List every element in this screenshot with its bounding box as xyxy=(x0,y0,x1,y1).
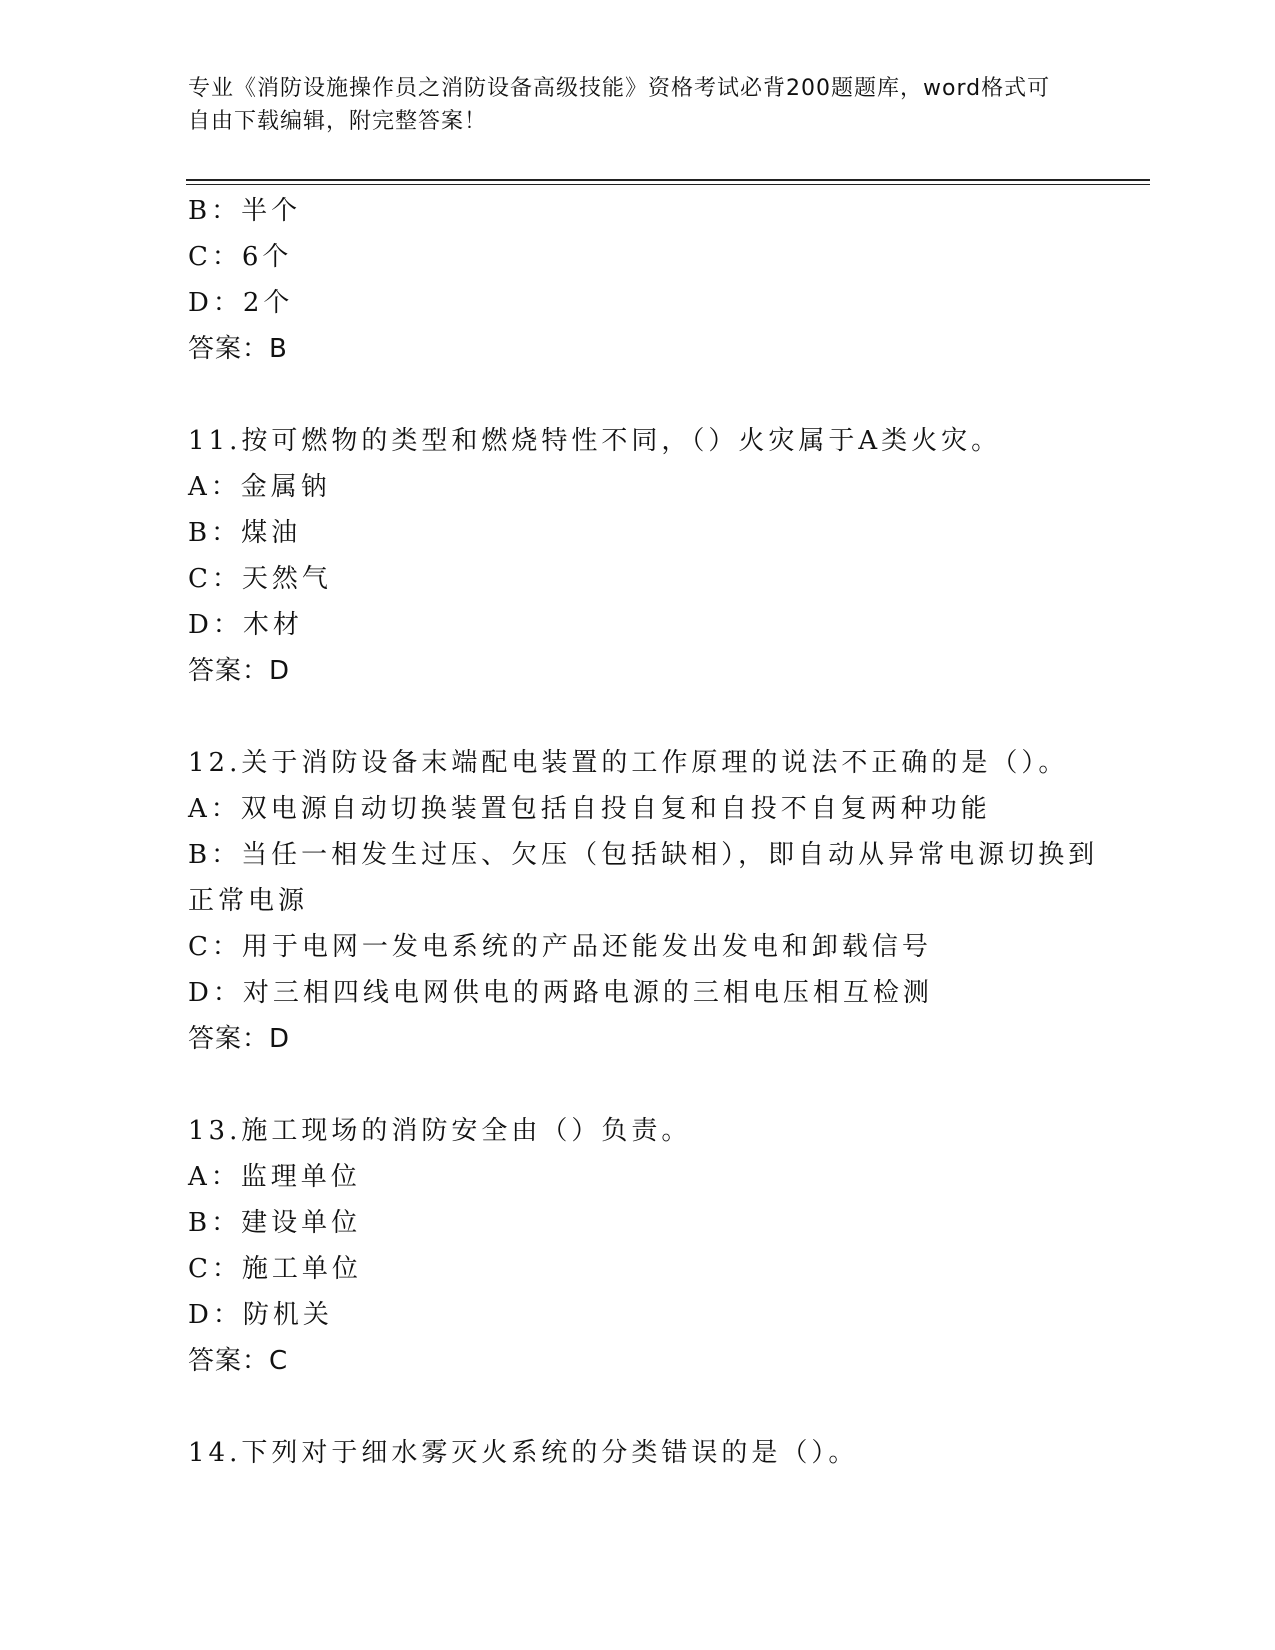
question-text: 13.施工现场的消防安全由（）负责。 xyxy=(188,1116,692,1146)
option: C：施工单位 xyxy=(188,1254,362,1284)
option: D：2个 xyxy=(188,288,294,318)
answer: 答案：B xyxy=(188,334,288,364)
document-header xyxy=(188,72,1068,138)
option: A：双电源自动切换装置包括自投自复和自投不自复两种功能 xyxy=(188,794,991,824)
question-text: 12.关于消防设备末端配电装置的工作原理的说法不正确的是（）。 xyxy=(188,748,1069,778)
option: B：当任一相发生过压、欠压（包括缺相），即自动从异常电源切换到 xyxy=(188,840,1099,870)
option: D：木材 xyxy=(188,610,303,640)
option: A：金属钠 xyxy=(188,472,331,502)
option: B：半个 xyxy=(188,196,302,226)
option: B：煤油 xyxy=(188,518,302,548)
option: A：监理单位 xyxy=(188,1162,361,1192)
option: C：天然气 xyxy=(188,564,332,594)
answer: 答案：D xyxy=(188,1024,291,1054)
header-rule-thick xyxy=(186,179,1150,181)
option: D：对三相四线电网供电的两路电源的三相电压相互检测 xyxy=(188,978,933,1008)
option: C：6个 xyxy=(188,242,293,272)
option: D：防机关 xyxy=(188,1300,333,1330)
question-text: 14.下列对于细水雾灭火系统的分类错误的是（）。 xyxy=(188,1438,859,1468)
question-list xyxy=(188,188,1099,1476)
header-rule-thin xyxy=(186,184,1150,185)
header-title: 专业《消防设施操作员之消防设备高级技能》资格考试必背200题题库，word格式可自由下载编辑，附完整答案！ xyxy=(188,76,1051,134)
answer: 答案：C xyxy=(188,1346,289,1376)
option-continuation: 正常电源 xyxy=(188,886,309,916)
option: B：建设单位 xyxy=(188,1208,362,1238)
answer: 答案：D xyxy=(188,656,291,686)
option: C：用于电网一发电系统的产品还能发出发电和卸载信号 xyxy=(188,932,932,962)
question-text: 11.按可燃物的类型和燃烧特性不同，（）火灾属于A类火灾。 xyxy=(188,426,1002,456)
